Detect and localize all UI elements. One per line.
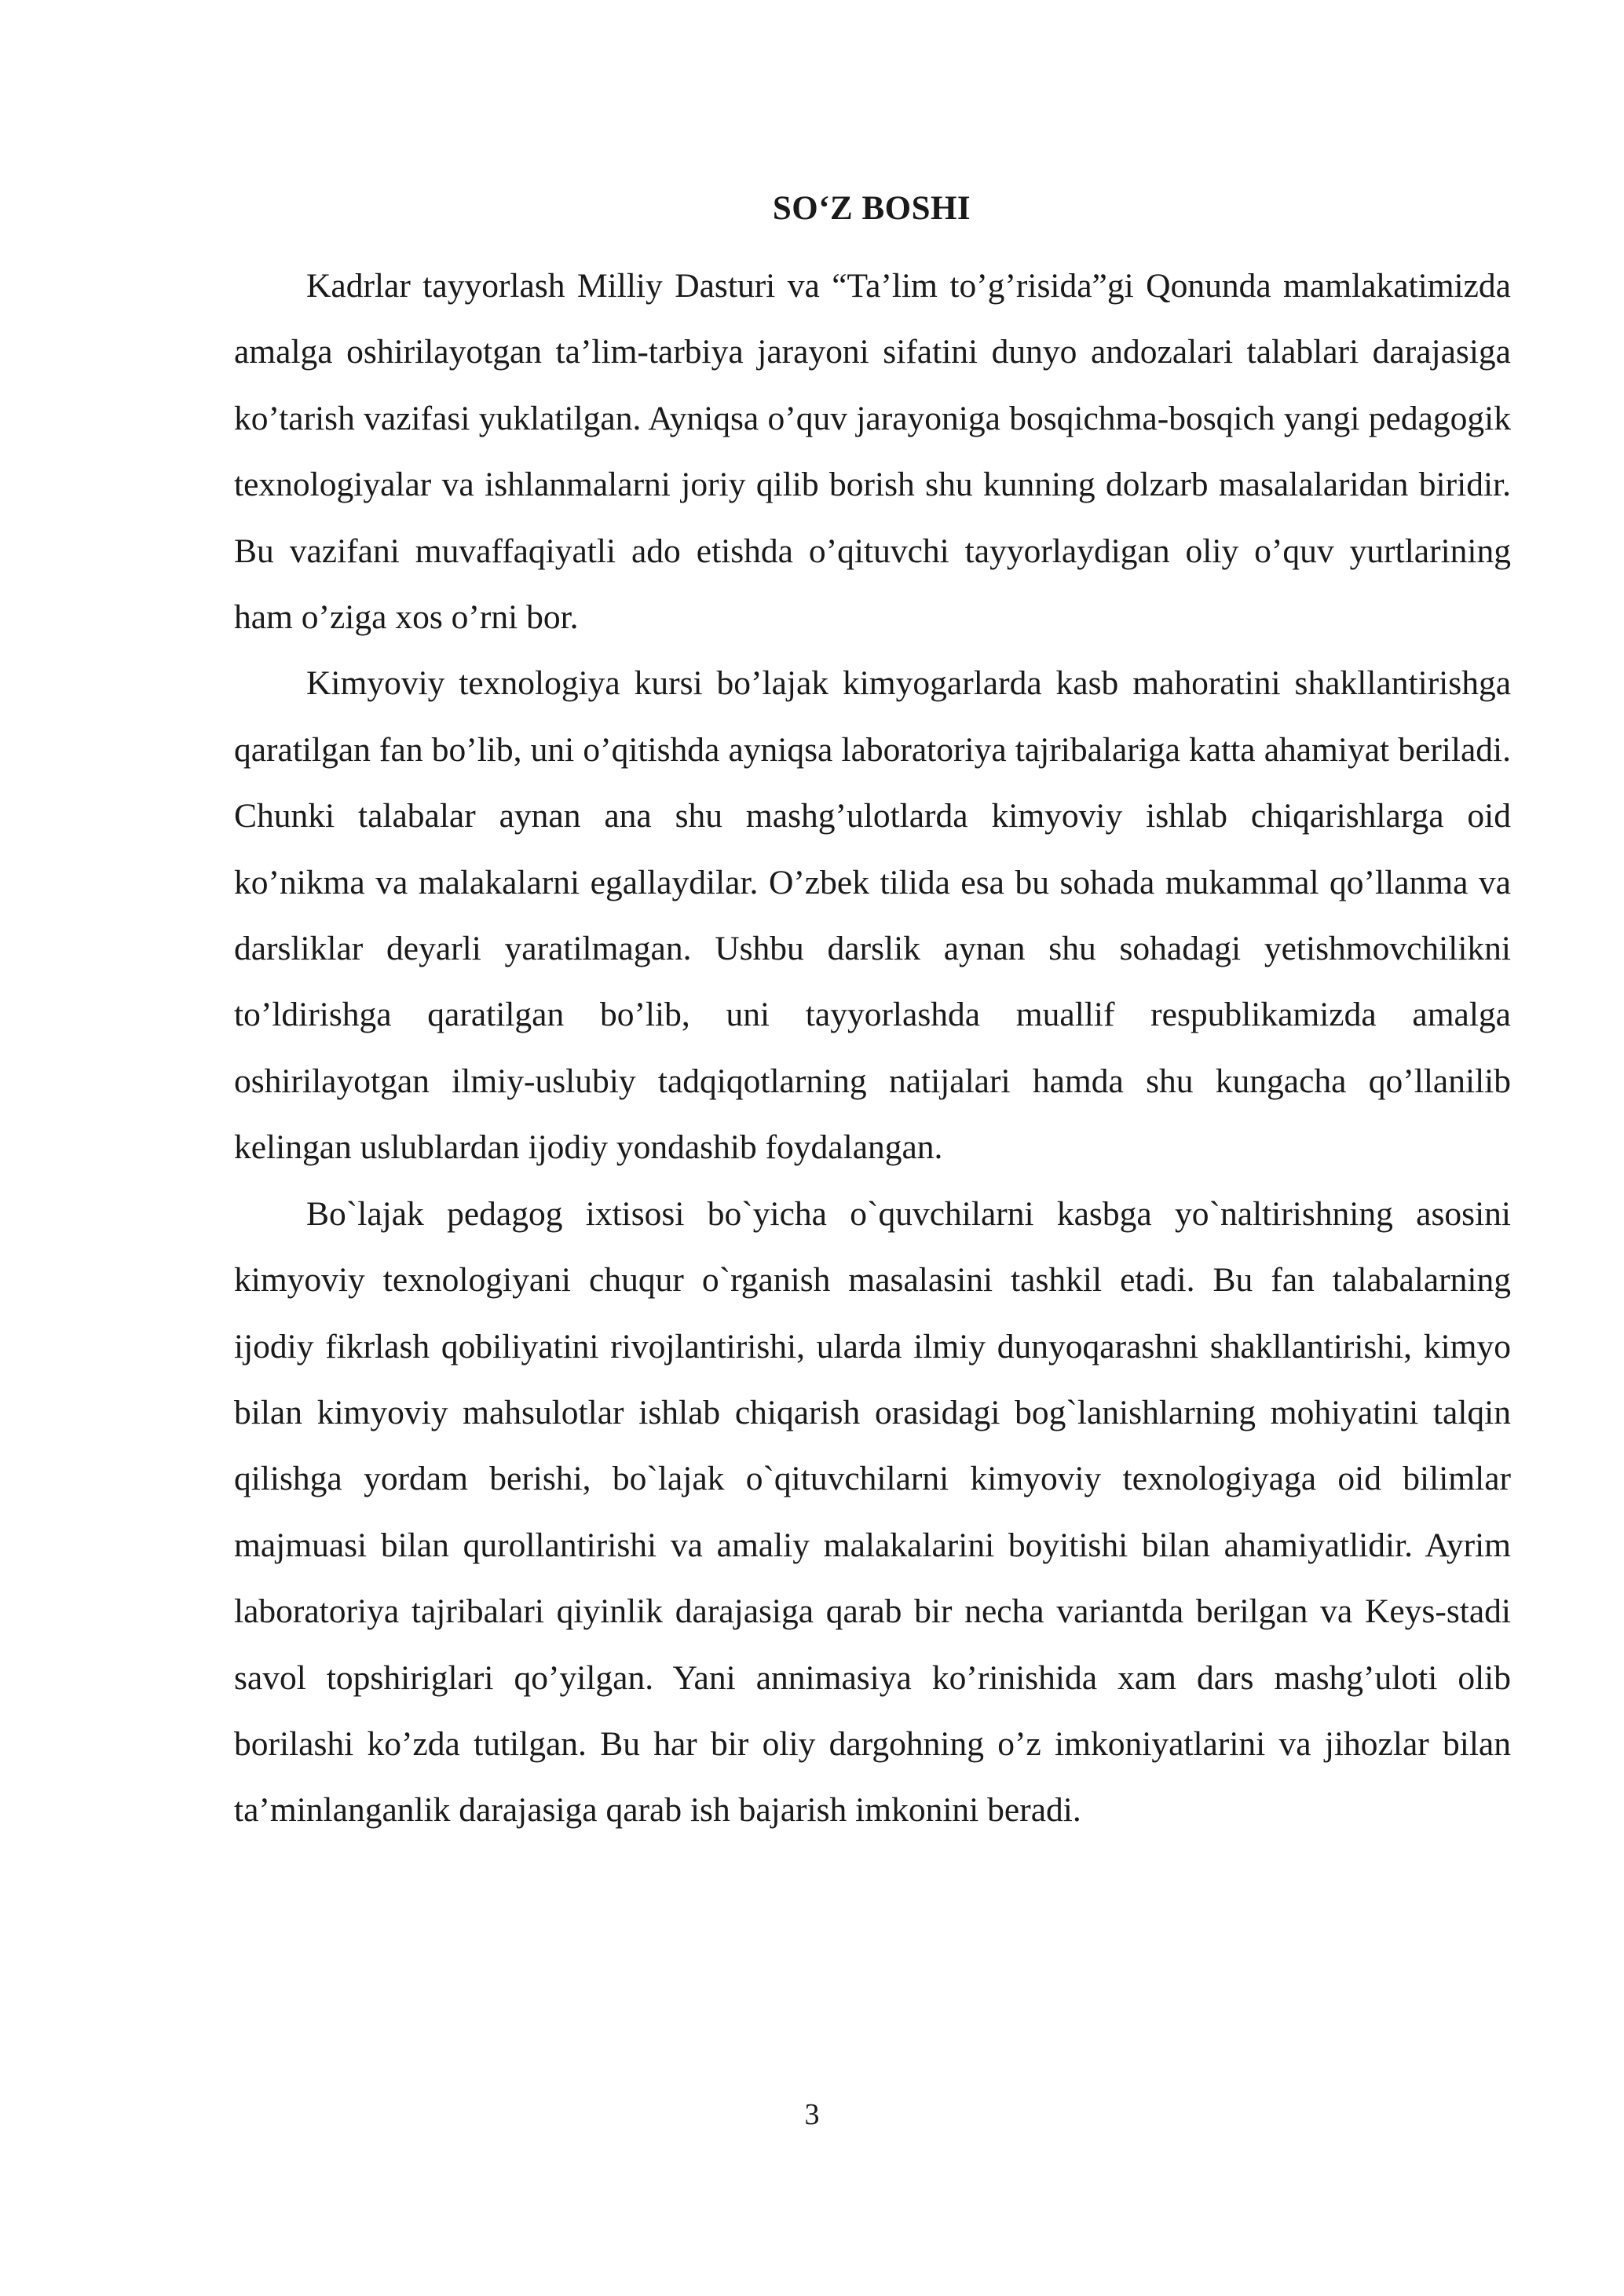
- page-number: 3: [804, 2098, 820, 2131]
- paragraph-3: Bo`lajak pedagog ixtisosi bo`yicha o`quvchilarni kasbga yo`naltirishning asosini kimyoviy texnologiyani chuqur o`rganish masalasini tashkil etadi. Bu fan talabalarning ijodiy fikrlash qobiliyatini rivojlantirishi, ularda ilmiy dunyoqarashni shakllantirishi, kimyo bilan kimyoviy mahsulotlar ishlab chiqarish orasidagi bog`lanishlarning mohiyatini talqin qilishga yordam berishi, bo`lajak o`qituvchilarni kimyoviy texnologiyaga oid bilimlar majmuasi bilan qurollantirishi va amaliy malakalarini boyitishi bilan ahamiyatlidir. Ayrim laboratoriya tajribalari qiyinlik darajasiga qarab bir necha variantda berilgan va Keys-stadi savol topshiriglari qo’yilgan. Yani annimasiya ko’rinishida xam dars mashg’uloti olib borilashi ko’zda tutilgan. Bu har bir oliy dargohning o’z imkoniyatlarini va jihozlar bilan ta’minlanganlik darajasiga qarab ish bajarish imkonini beradi.: [234, 1194, 1511, 1830]
- paragraph-2: Kimyoviy texnologiya kursi bo’lajak kimyogarlarda kasb mahoratini shakllantirishga qaratilgan fan bo’lib, uni o’qitishda ayniqsa laboratoriya tajribalariga katta ahamiyat beriladi. Chunki talabalar aynan ana shu mashg’ulotlarda kimyoviy ishlab chiqarishlarga oid ko’nikma va malakalarni egallaydilar. O’zbek tilida esa bu sohada mukammal qo’llanma va darsliklar deyarli yaratilmagan. Ushbu darslik aynan shu sohadagi yetishmovchilikni to’ldirishga qaratilgan bo’lib, uni tayyorlashda muallif respublikamizda amalga oshirilayotgan ilmiy-uslubiy tadqiqotlarning natijalari hamda shu kungacha qo’llanilib kelingan uslublardan ijodiy yondashib foydalangan.: [234, 664, 1511, 1167]
- body-text: [234, 253, 1511, 1844]
- page-title: SO‘Z BOSHI: [772, 190, 971, 227]
- paragraph-1: Kadrlar tayyorlash Milliy Dasturi va “Ta’lim to’g’risida”gi Qonunda mamlakatimizda amalga oshirilayotgan ta’lim-tarbiya jarayoni sifatini dunyo andozalari talablari darajasiga ko’tarish vazifasi yuklatilgan. Ayniqsa o’quv jarayoniga bosqichma-bosqich yangi pedagogik texnologiyalar va ishlanmalarni joriy qilib borish shu kunning dolzarb masalalaridan biridir. Bu vazifani muvaffaqiyatli ado etishda o’qituvchi tayyorlaydigan oliy o’quv yurtlarining ham o’ziga xos o’rni bor.: [234, 267, 1511, 637]
